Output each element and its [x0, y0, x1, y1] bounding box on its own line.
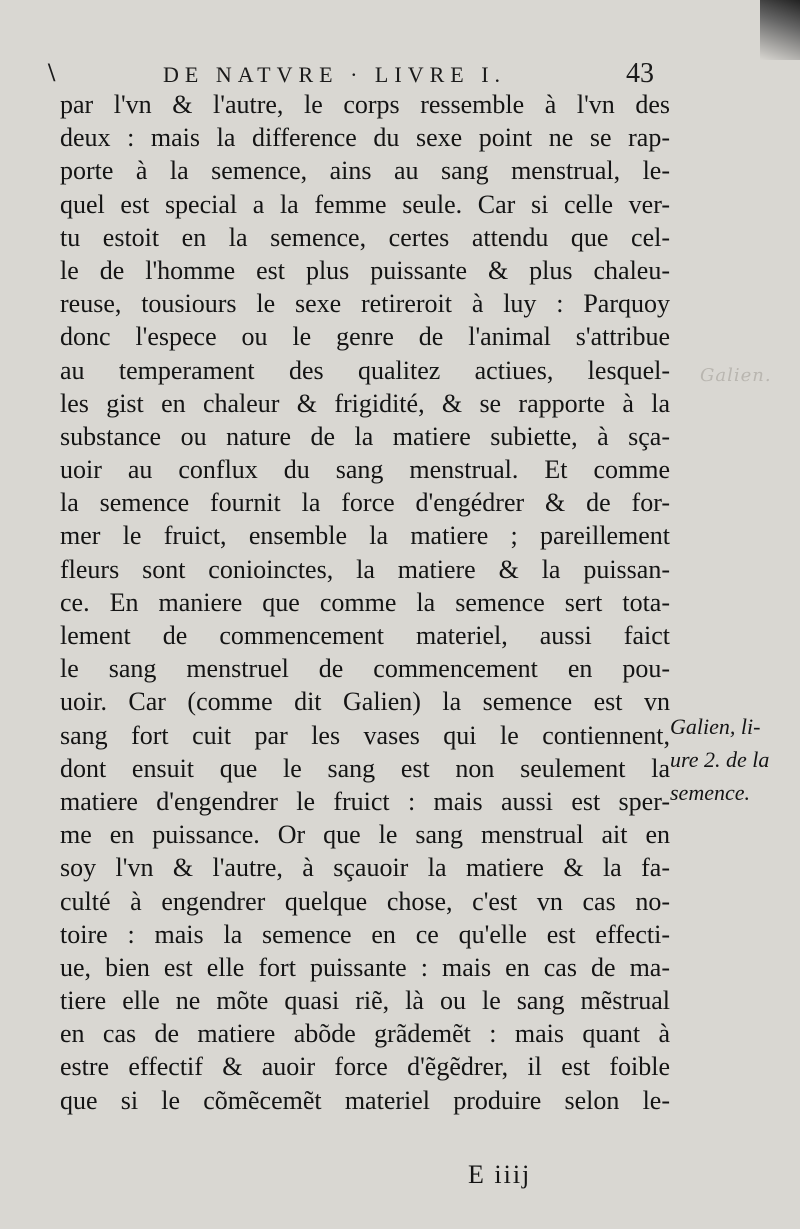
- marginal-note-line: semence.: [670, 780, 751, 805]
- text-line: substance ou nature de la matiere subiette, à sça-: [60, 421, 670, 451]
- body-text: [60, 88, 670, 1117]
- text-line: tu estoit en la semence, certes attendu que cel-: [60, 222, 670, 252]
- page-number: 43: [626, 58, 654, 89]
- page-edge-shadow: [760, 0, 800, 60]
- text-line: sang fort cuit par les vases qui le contiennent,: [60, 720, 670, 750]
- text-line: soy l'vn & l'autre, à sçauoir la matiere & la fa-: [60, 853, 670, 883]
- text-line: la semence fournit la force d'engédrer & de for-: [60, 488, 670, 518]
- text-line: estre effectif & auoir force d'ẽgẽdrer, il est foible: [60, 1052, 670, 1082]
- text-line: donc l'espece ou le genre de l'animal s'attribue: [60, 322, 670, 352]
- marginal-note-line: ure 2. de la: [670, 747, 770, 772]
- text-line: toire : mais la semence en ce qu'elle est effecti-: [60, 919, 670, 949]
- text-line: culté à engendrer quelque chose, c'est vn cas no-: [60, 886, 670, 916]
- text-line: porte à la semence, ains au sang menstrual, le-: [60, 156, 670, 186]
- text-line: les gist en chaleur & frigidité, & se rapporte à la: [60, 388, 670, 418]
- text-line: me en puissance. Or que le sang menstrual ait en: [60, 820, 670, 850]
- text-line: que si le cõmẽcemẽt materiel produire selon le-: [60, 1085, 670, 1115]
- text-line: ce. En maniere que comme la semence sert tota-: [60, 587, 670, 617]
- running-title: DE NATVRE · LIVRE I.: [163, 62, 507, 87]
- text-line: deux : mais la difference du sexe point ne se rap-: [60, 123, 670, 153]
- marginal-note-line: Galien, li-: [670, 714, 761, 739]
- bleed-through-text: Galien.: [700, 365, 772, 386]
- text-line: dont ensuit que le sang est non seulement la: [60, 753, 670, 783]
- text-line: fleurs sont conioinctes, la matiere & la puissan-: [60, 554, 670, 584]
- text-line: en cas de matiere abõde grãdemẽt : mais quant à: [60, 1019, 670, 1049]
- header-mark: \: [48, 58, 56, 87]
- text-line: tiere elle ne mõte quasi riẽ, là ou le sang mẽstrual: [60, 986, 670, 1016]
- text-line: ue, bien est elle fort puissante : mais en cas de ma-: [60, 952, 670, 982]
- signature-mark: E iiij: [468, 1160, 532, 1189]
- text-line: uoir au conflux du sang menstrual. Et comme: [60, 455, 670, 485]
- text-line: uoir. Car (comme dit Galien) la semence est vn: [60, 687, 670, 717]
- text-line: par l'vn & l'autre, le corps ressemble à l'vn des: [60, 90, 670, 119]
- text-line: matiere d'engendrer le fruict : mais aussi est sper-: [60, 786, 670, 816]
- text-line: au temperament des qualitez actiues, lesquel-: [60, 355, 670, 385]
- text-line: le de l'homme est plus puissante & plus chaleu-: [60, 255, 670, 285]
- text-line: reuse, tousiours le sexe retireroit à luy : Parquoy: [60, 289, 670, 319]
- text-line: quel est special a la femme seule. Car si celle ver-: [60, 189, 670, 219]
- text-line: mer le fruict, ensemble la matiere ; pareillement: [60, 521, 670, 551]
- text-line: lement de commencement materiel, aussi faict: [60, 621, 670, 650]
- marginal-note: [670, 710, 795, 809]
- text-line: le sang menstruel de commencement en pou-: [60, 654, 670, 684]
